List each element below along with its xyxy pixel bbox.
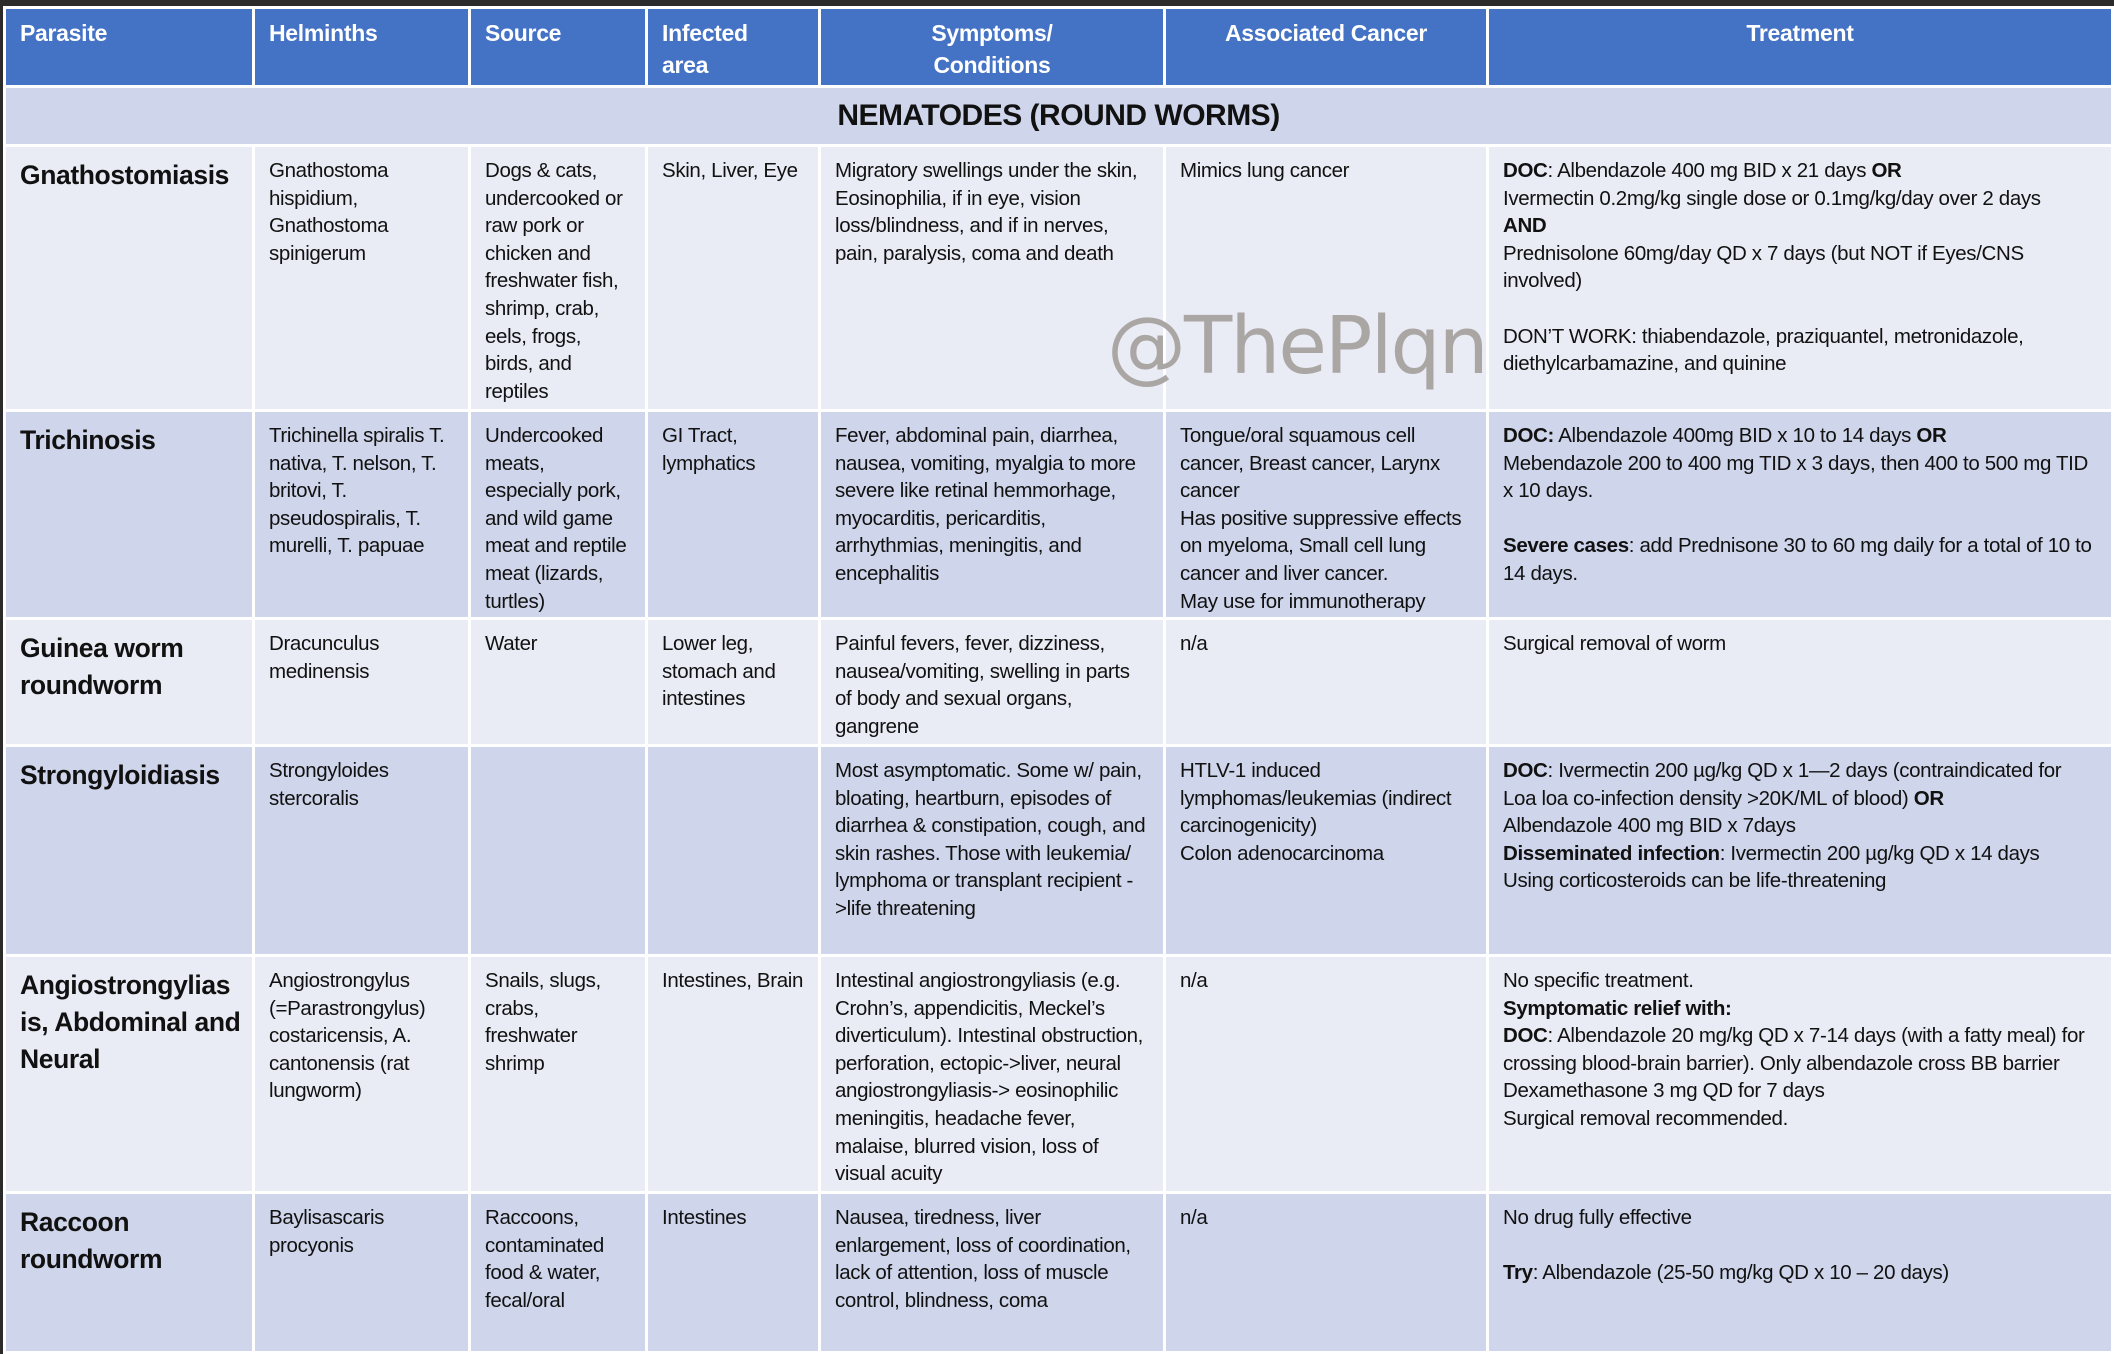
header-parasite: Parasite [5, 8, 254, 87]
treatment-cell: Surgical removal of worm [1488, 619, 2113, 746]
header-row [5, 8, 2113, 87]
table-row [5, 746, 2113, 956]
infected-area-cell: Skin, Liver, Eye [647, 146, 820, 411]
symptoms-cell: Most asymptomatic. Some w/ pain, bloating, heartburn, episodes of diarrhea & constipation, cough, and skin rashes. Those with leukemia/ lymphoma or transplant recipient ->life threatening [820, 746, 1165, 956]
treatment-cell [1488, 1193, 2113, 1353]
infected-area-cell: Lower leg, stomach and intestines [647, 619, 820, 746]
source-cell [470, 746, 647, 956]
or-label: OR [1913, 786, 1944, 810]
cancer-text: Colon adenocarcinoma [1180, 841, 1384, 865]
treatment-text: No specific treatment. [1503, 969, 1694, 992]
and-label: AND [1503, 214, 1547, 238]
doc-label: DOC [1503, 759, 1548, 782]
cancer-text: May use for immunotherapy [1180, 589, 1426, 613]
try-label: Try [1503, 1261, 1533, 1285]
section-row [5, 87, 2113, 146]
table-row [5, 411, 2113, 619]
treatment-text: : Ivermectin 200 µg/kg QD x 14 days [1719, 841, 2040, 865]
cancer-text: HTLV-1 induced lymphomas/leukemias (indirect carcinogenicity) [1180, 759, 1452, 838]
table-row [5, 1193, 2113, 1353]
header-infected-area [647, 8, 820, 87]
source-cell: Water [470, 619, 647, 746]
header-symptoms-line2: Conditions [933, 52, 1051, 78]
header-treatment: Treatment [1488, 8, 2113, 87]
treatment-cell [1488, 146, 2113, 411]
treatment-text: No drug fully effective [1503, 1206, 1692, 1229]
treatment-cell [1488, 411, 2113, 619]
helminths-cell: Strongyloides stercoralis [254, 746, 470, 956]
infected-area-cell [647, 746, 820, 956]
parasite-name: Angiostrongylias is, Abdominal and Neural [5, 956, 254, 1193]
helminths-cell: Dracunculus medinensis [254, 619, 470, 746]
parasite-name: Gnathostomiasis [5, 146, 254, 411]
infected-area-cell: GI Tract, lymphatics [647, 411, 820, 619]
cancer-cell: n/a [1165, 619, 1488, 746]
doc-label: DOC [1503, 1024, 1548, 1048]
parasite-table-container [3, 6, 2111, 1346]
symptoms-cell: Intestinal angiostrongyliasis (e.g. Crohn’s, appendicitis, Meckel’s diverticulum). Intestinal obstruction, perforation, ectopic->liver, neural angiostrongyliasis-> eosinophilic meningitis, headache fever, malaise, blurred vision, loss of visual acuity [820, 956, 1165, 1193]
parasite-name: Raccoon roundworm [5, 1193, 254, 1353]
table-row [5, 956, 2113, 1193]
cancer-cell: n/a [1165, 956, 1488, 1193]
treatment-text: Dexamethasone 3 mg QD for 7 days [1503, 1079, 1825, 1103]
treatment-text: : Albendazole (25-50 mg/kg QD x 10 – 20 days) [1532, 1261, 1949, 1285]
parasite-name: Strongyloidiasis [5, 746, 254, 956]
symptomatic-relief-label: Symptomatic relief with: [1503, 996, 1732, 1020]
doc-label: DOC [1503, 159, 1548, 182]
header-infected-area-line2: area [662, 52, 709, 78]
treatment-text: Mebendazole 200 to 400 mg TID x 3 days, then 400 to 500 mg TID x 10 days. [1503, 451, 2088, 503]
treatment-text: Albendazole 400mg BID x 10 to 14 days [1553, 424, 1917, 447]
treatment-text: Prednisolone 60mg/day QD x 7 days (but NOT if Eyes/CNS involved) [1503, 241, 2024, 293]
treatment-text: Albendazole 400 mg BID x 7days [1503, 814, 1796, 838]
header-source: Source [470, 8, 647, 87]
symptoms-cell: Nausea, tiredness, liver enlargement, loss of coordination, lack of attention, loss of muscle control, blindness, coma [820, 1193, 1165, 1353]
infected-area-cell: Intestines [647, 1193, 820, 1353]
header-symptoms [820, 8, 1165, 87]
watermark-text: @ThePlqn [1107, 300, 1487, 392]
helminths-cell: Baylisascaris procyonis [254, 1193, 470, 1353]
header-infected-area-line1: Infected [662, 20, 748, 46]
source-cell: Snails, slugs, crabs, freshwater shrimp [470, 956, 647, 1193]
cancer-cell: Mimics lung cancer [1165, 146, 1488, 411]
cancer-cell [1165, 746, 1488, 956]
table-row [5, 619, 2113, 746]
helminths-cell: Gnathostoma hispidium, Gnathostoma spinigerum [254, 146, 470, 411]
treatment-text: DON’T WORK: thiabendazole, praziquantel, metronidazole, diethylcarbamazine, and quinine [1503, 324, 2024, 376]
severe-cases-label: Severe cases [1503, 534, 1629, 558]
cancer-cell [1165, 411, 1488, 619]
or-label: OR [1916, 424, 1947, 447]
header-symptoms-line1: Symptoms/ [931, 20, 1053, 46]
treatment-text: : Ivermectin 200 µg/kg QD x 1—2 days (contraindicated for Loa loa co-infection density >20K/ML of blood) [1503, 759, 2062, 810]
source-cell: Undercooked meats, especially pork, and wild game meat and reptile meat (lizards, turtles) [470, 411, 647, 619]
infected-area-cell: Intestines, Brain [647, 956, 820, 1193]
disseminated-label: Disseminated infection [1503, 841, 1720, 865]
parasite-name: Guinea worm roundworm [5, 619, 254, 746]
header-helminths: Helminths [254, 8, 470, 87]
nematodes-table [3, 6, 2114, 1354]
treatment-text: : add Prednisone 30 to 60 mg daily for a total of 10 to 14 days. [1503, 534, 2092, 585]
or-label: OR [1871, 159, 1902, 182]
source-cell: Raccoons, contaminated food & water, fecal/oral [470, 1193, 647, 1353]
treatment-text: : Albendazole 20 mg/kg QD x 7-14 days (with a fatty meal) for crossing blood-brain barrier). Only albendazole cross BB barrier [1503, 1024, 2085, 1075]
parasite-name: Trichinosis [5, 411, 254, 619]
table-row [5, 146, 2113, 411]
treatment-text: Ivermectin 0.2mg/kg single dose or 0.1mg/kg/day over 2 days [1503, 186, 2041, 210]
symptoms-cell: Migratory swellings under the skin, Eosinophilia, if in eye, vision loss/blindness, and if in nerves, pain, paralysis, coma and death [820, 146, 1165, 411]
treatment-text: Using corticosteroids can be life-threatening [1503, 869, 1887, 893]
header-associated-cancer: Associated Cancer [1165, 8, 1488, 87]
treatment-cell [1488, 746, 2113, 956]
treatment-cell [1488, 956, 2113, 1193]
helminths-cell: Angiostrongylus (=Parastrongylus) costaricensis, A. cantonensis (rat lungworm) [254, 956, 470, 1193]
doc-label: DOC: [1503, 424, 1554, 447]
section-title: NEMATODES (ROUND WORMS) [5, 87, 2113, 146]
cancer-cell: n/a [1165, 1193, 1488, 1353]
cancer-text: Has positive suppressive effects on myeloma, Small cell lung cancer and liver cancer. [1180, 506, 1462, 585]
treatment-text: Surgical removal recommended. [1503, 1106, 1788, 1130]
source-cell: Dogs & cats, undercooked or raw pork or chicken and freshwater fish, shrimp, crab, eels, frogs, birds, and reptiles [470, 146, 647, 411]
treatment-text: : Albendazole 400 mg BID x 21 days [1547, 159, 1872, 182]
symptoms-cell: Painful fevers, fever, dizziness, nausea/vomiting, swelling in parts of body and sexual organs, gangrene [820, 619, 1165, 746]
helminths-cell: Trichinella spiralis T. nativa, T. nelson, T. britovi, T. pseudospiralis, T. murelli, T. papuae [254, 411, 470, 619]
symptoms-cell: Fever, abdominal pain, diarrhea, nausea, vomiting, myalgia to more severe like retinal hemmorhage, myocarditis, pericarditis, arrhythmias, meningitis, and encephalitis [820, 411, 1165, 619]
cancer-text: Tongue/oral squamous cell cancer, Breast cancer, Larynx cancer [1180, 424, 1440, 503]
